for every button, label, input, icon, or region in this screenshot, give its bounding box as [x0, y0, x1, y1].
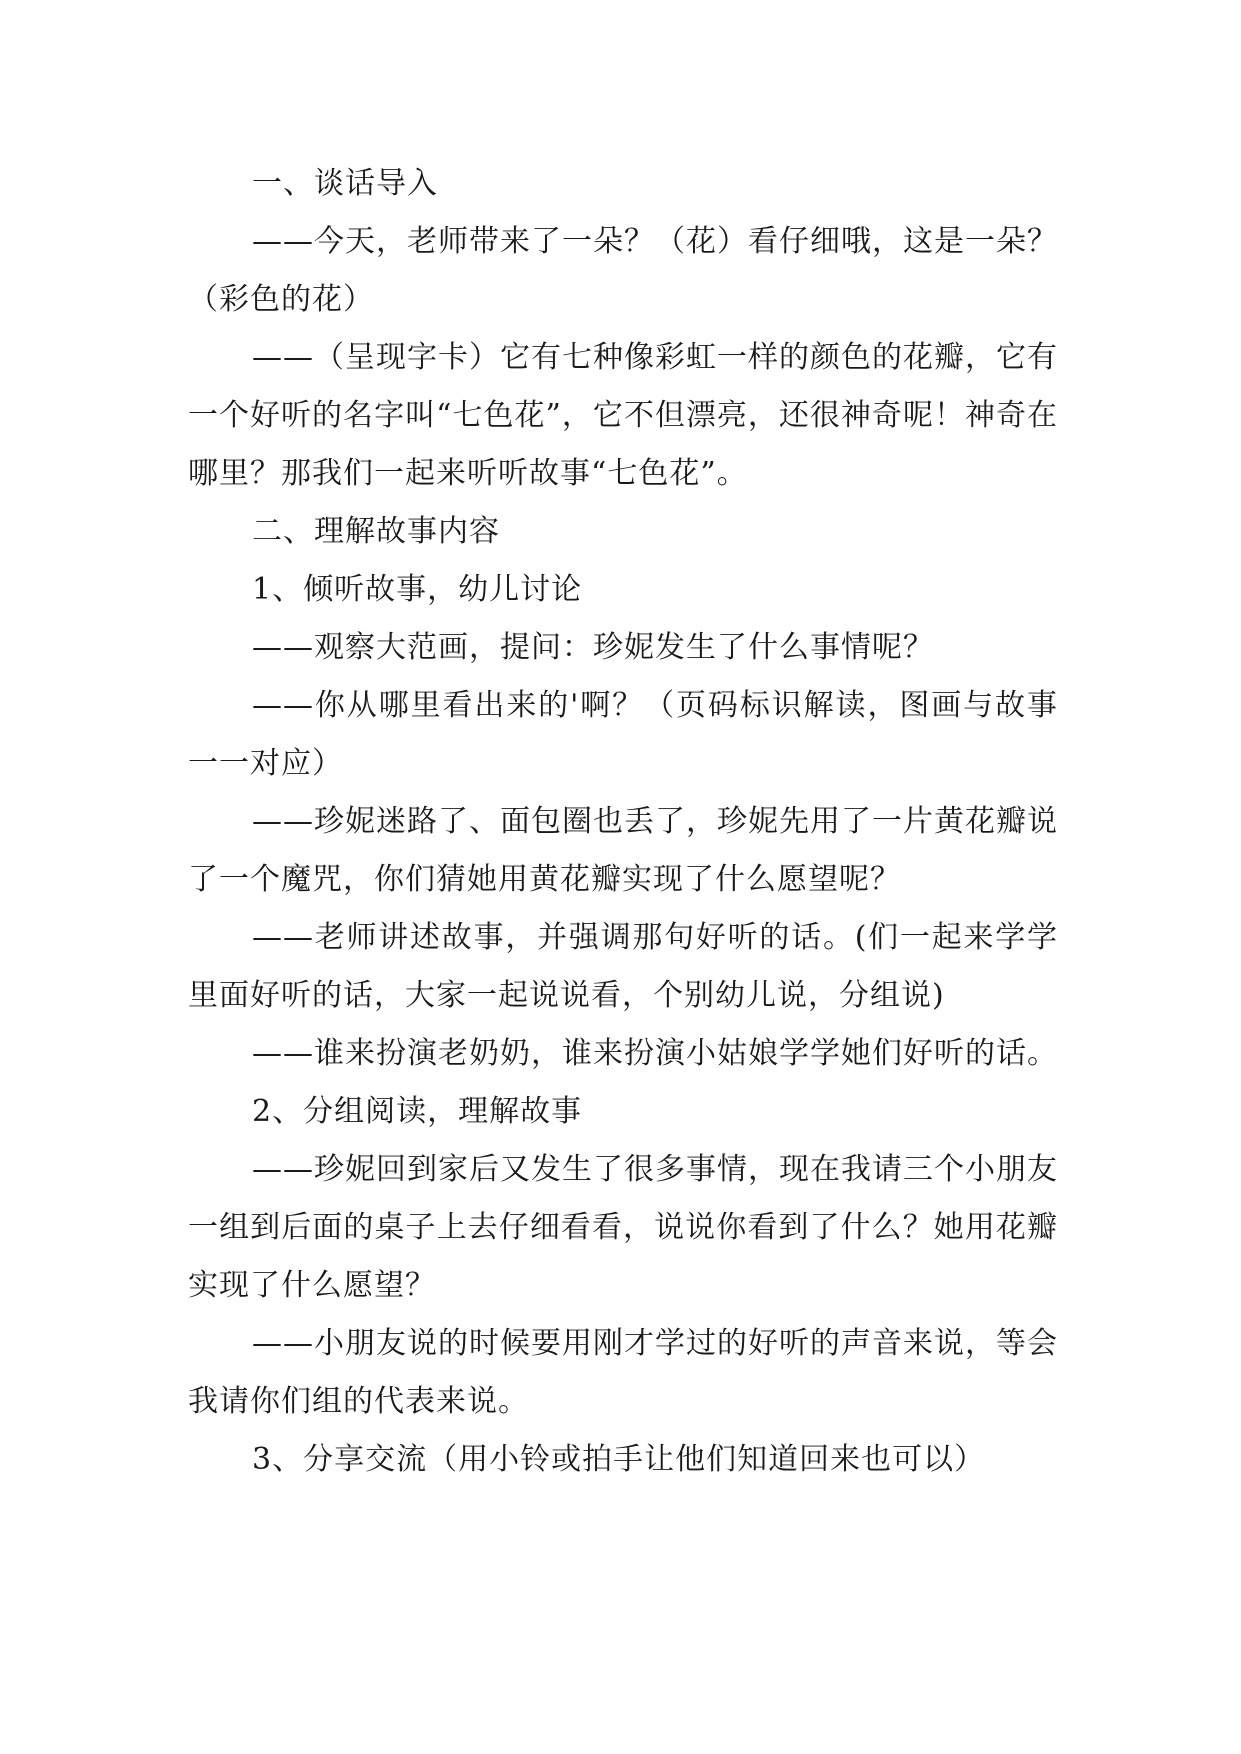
- document-body: [188, 155, 1058, 1489]
- section-heading: 一、谈话导入: [252, 166, 438, 201]
- subsection-heading: 1、倾听故事，幼儿讨论: [252, 572, 583, 607]
- paragraph: ——小朋友说的时候要用刚才学过的好听的声音来说，等会我请你们组的代表来说。: [188, 1326, 1058, 1419]
- paragraph: ——（呈现字卡）它有七种像彩虹一样的颜色的花瓣，它有一个好听的名字叫“七色花”，它不但漂亮，还很神奇呢！神奇在哪里？那我们一起来听听故事“七色花”。: [188, 340, 1058, 491]
- paragraph: ——谁来扮演老奶奶，谁来扮演小姑娘学学她们好听的话。: [252, 1036, 1058, 1071]
- paragraph: ——老师讲述故事，并强调那句好听的话。(们一起来学学里面好听的话，大家一起说说看，个别幼儿说，分组说): [188, 920, 1058, 1013]
- paragraph: ——珍妮迷路了、面包圈也丢了，珍妮先用了一片黄花瓣说了一个魔咒，你们猜她用黄花瓣实现了什么愿望呢？: [188, 804, 1058, 897]
- subsection-heading: 3、分享交流（用小铃或拍手让他们知道回来也可以）: [252, 1442, 986, 1477]
- paragraph: ——今天，老师带来了一朵？（花）看仔细哦，这是一朵？（彩色的花）: [188, 224, 1058, 317]
- paragraph: ——珍妮回到家后又发生了很多事情，现在我请三个小朋友一组到后面的桌子上去仔细看看，说说你看到了什么？她用花瓣实现了什么愿望？: [188, 1152, 1058, 1303]
- section-heading: 二、理解故事内容: [252, 514, 500, 549]
- subsection-heading: 2、分组阅读，理解故事: [252, 1094, 583, 1129]
- paragraph: ——你从哪里看出来的'啊？（页码标识解读，图画与故事一一对应）: [188, 688, 1058, 781]
- paragraph: ——观察大范画，提问：珍妮发生了什么事情呢？: [252, 630, 934, 665]
